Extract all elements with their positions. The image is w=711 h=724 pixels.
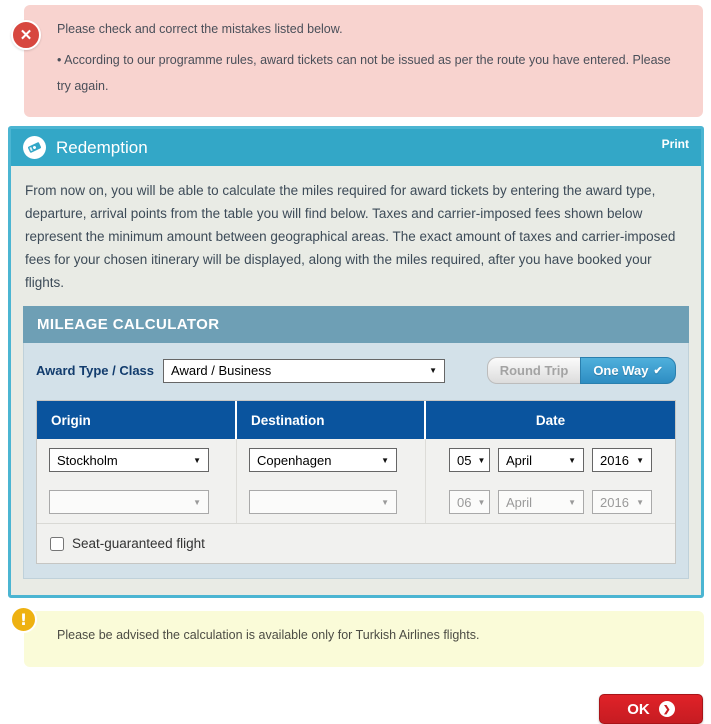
origin-column-header: Origin (37, 401, 237, 439)
redemption-panel-header (11, 129, 701, 166)
destination-select-1[interactable] (249, 448, 397, 472)
ok-button-label: OK (627, 700, 650, 718)
print-link[interactable]: Print (661, 137, 689, 151)
error-x-glyph: ✕ (19, 27, 33, 44)
day-select-1[interactable]: 05 ▼ (449, 448, 490, 472)
origin-select-1[interactable] (49, 448, 209, 472)
footer (0, 694, 703, 724)
route-table-header (37, 401, 675, 439)
destination-value-1: Copenhagen (257, 452, 332, 468)
day-select-2[interactable]: 06 ▼ (449, 490, 490, 514)
chevron-down-icon: ▼ (636, 497, 644, 507)
chevron-down-icon: ▼ (193, 455, 201, 465)
error-banner-bullet: • According to our programme rules, award tickets can not be issued as per the route you have entered. Please try again. (57, 53, 671, 93)
origin-value-1: Stockholm (57, 452, 118, 468)
round-trip-label: Round Trip (499, 363, 569, 378)
page-title: Redemption (56, 137, 148, 157)
redemption-panel (8, 126, 704, 598)
error-banner-title: Please check and correct the mistakes listed below. (57, 22, 343, 36)
mileage-calculator-body (23, 343, 689, 579)
award-type-select[interactable] (163, 359, 445, 383)
check-icon: ✔ (653, 365, 663, 377)
year-select-1[interactable]: 2016 ▼ (592, 448, 652, 472)
chevron-down-icon: ▼ (429, 366, 438, 375)
origin-select-2[interactable] (49, 490, 209, 514)
error-banner (19, 5, 703, 117)
award-type-label: Award Type / Class (36, 363, 155, 378)
info-banner (19, 610, 704, 667)
info-banner-text: Please be advised the calculation is available only for Turkish Airlines flights. (57, 628, 480, 642)
error-circle-x-icon (11, 20, 41, 50)
seat-guaranteed-label[interactable]: Seat-guaranteed flight (72, 536, 205, 551)
award-type-row (36, 357, 676, 384)
chevron-down-icon: ▼ (568, 497, 576, 507)
chevron-down-icon: ▼ (568, 455, 576, 465)
mileage-calculator (23, 306, 689, 579)
one-way-label: One Way (593, 363, 649, 378)
month-select-1[interactable]: April ▼ (498, 448, 584, 472)
ok-button[interactable] (599, 694, 703, 724)
chevron-down-icon: ▼ (193, 497, 201, 507)
destination-column-header: Destination (237, 401, 426, 439)
arrow-right-circle-icon: ❯ (659, 701, 675, 717)
trip-type-toggle (487, 357, 676, 384)
one-way-button[interactable] (580, 357, 676, 384)
seat-guaranteed-row (37, 523, 675, 563)
warning-exclaim-glyph: ! (19, 610, 28, 629)
month-select-2[interactable]: April ▼ (498, 490, 584, 514)
destination-select-2[interactable] (249, 490, 397, 514)
route-table (36, 400, 676, 564)
chevron-down-icon: ▼ (636, 455, 644, 465)
date-column-header: Date (426, 401, 675, 439)
chevron-down-icon: ▼ (477, 497, 486, 507)
redemption-description: From now on, you will be able to calculate the miles required for award tickets by entering the award type, departure, arrival points from the table you will find below. Taxes and carrier-imposed fees shown below represent the minimum amount between geographical areas. The exact amount of taxes and carrier-imposed fees for your chosen itinerary will be displayed, along with the miles required, after you have booked your flights. (25, 183, 676, 290)
mileage-calculator-title: MILEAGE CALCULATOR (23, 306, 689, 343)
chevron-down-icon: ▼ (381, 497, 389, 507)
round-trip-button[interactable] (487, 357, 580, 384)
warning-icon (10, 606, 37, 633)
chevron-down-icon: ▼ (477, 455, 486, 465)
seat-guaranteed-checkbox[interactable] (50, 537, 64, 551)
award-type-value: Award / Business (171, 363, 272, 378)
table-row (37, 481, 675, 523)
chevron-down-icon: ▼ (381, 455, 389, 465)
ticket-icon (23, 136, 46, 159)
table-row (37, 439, 675, 481)
year-select-2[interactable]: 2016 ▼ (592, 490, 652, 514)
